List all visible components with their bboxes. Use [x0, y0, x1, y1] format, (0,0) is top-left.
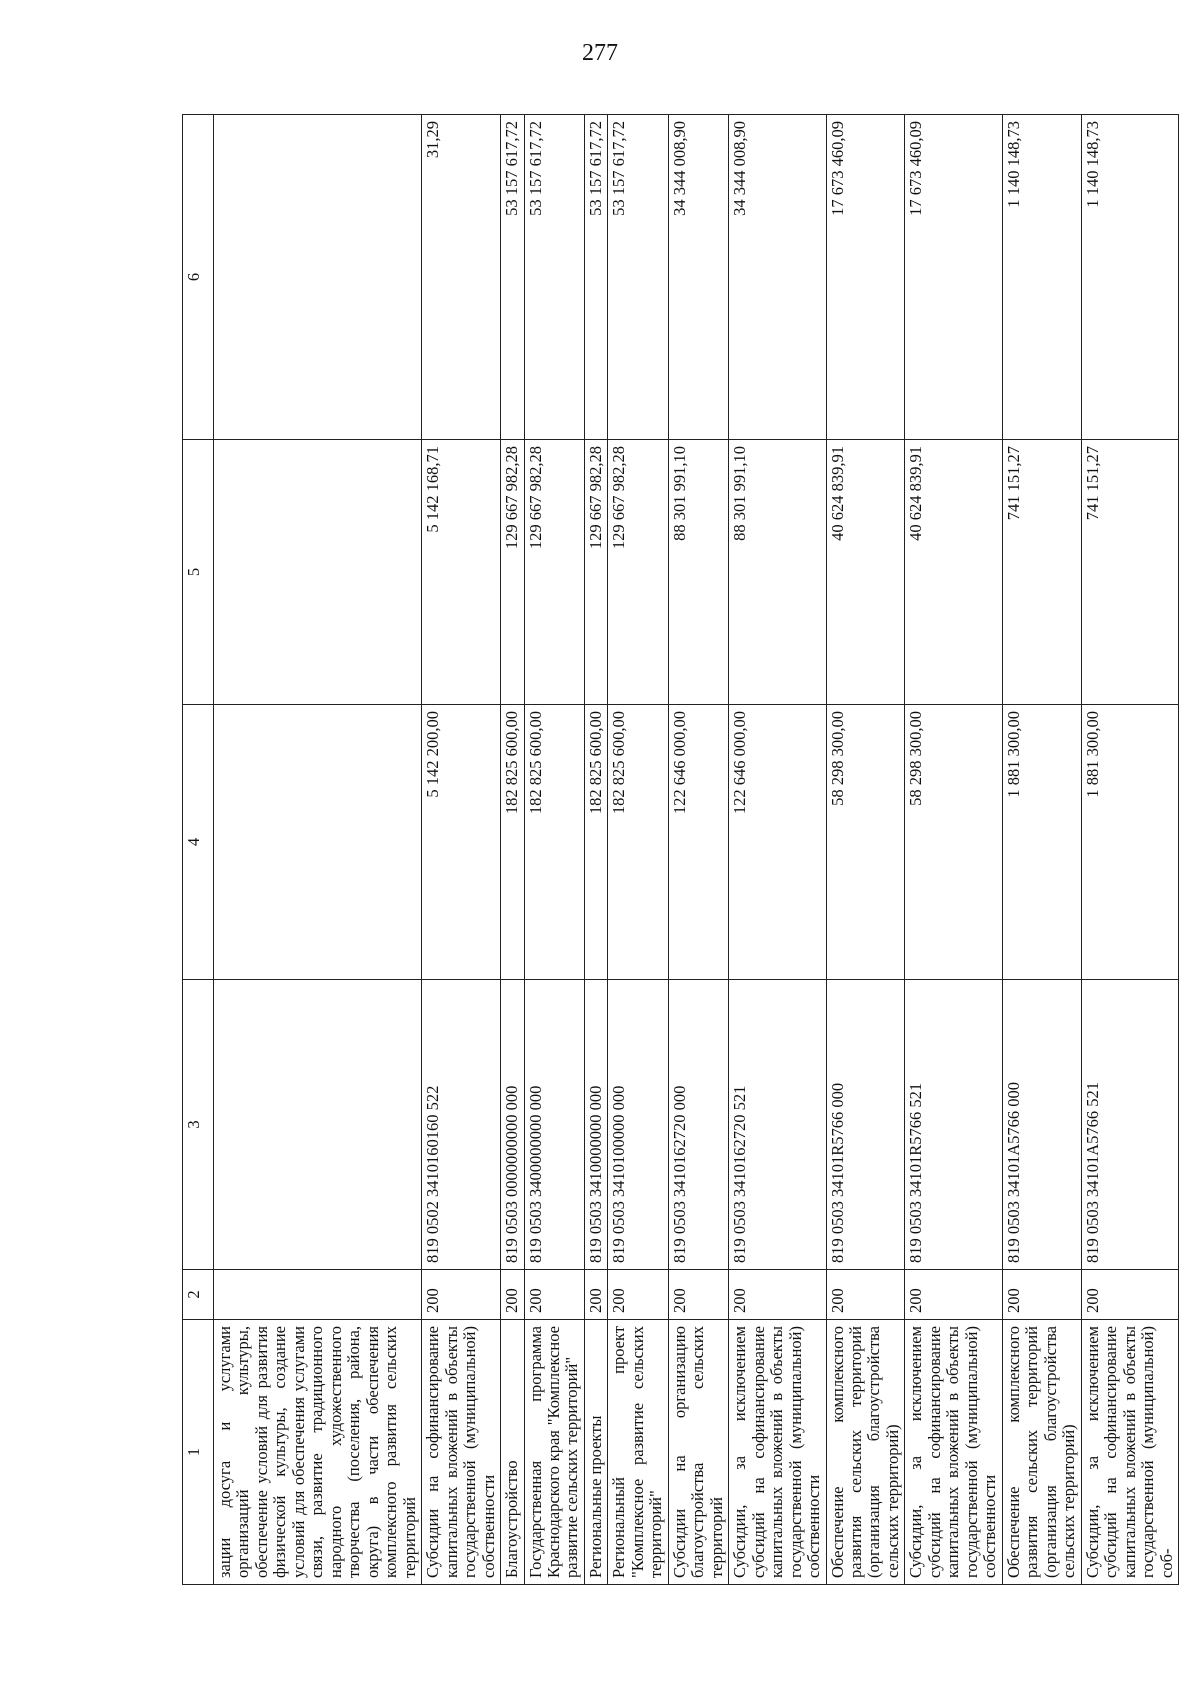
table-row — [826, 115, 905, 1585]
row-code-cell — [214, 980, 422, 1270]
row-remaining-cell: 53 157 617,72 — [608, 115, 668, 440]
row-approved-cell: 1 881 300,00 — [1002, 705, 1081, 980]
row-pos-cell: 200 — [905, 1270, 1002, 1320]
row-name-cell: Государственная программа Краснодарского края "Комплексное развитие сельских территорий" — [524, 1320, 584, 1585]
row-executed-cell — [214, 440, 422, 705]
row-code-cell: 819 0503 3410162720 521 — [729, 980, 826, 1270]
row-code-cell: 819 0502 3410160160 522 — [422, 980, 501, 1270]
table-row — [905, 115, 1002, 1585]
table-row — [729, 115, 826, 1585]
table-row — [1002, 115, 1081, 1585]
row-pos-cell — [214, 1270, 422, 1320]
rotated-table-wrapper — [182, 115, 1176, 1585]
table-body — [183, 115, 1179, 1585]
row-pos-cell: 200 — [524, 1270, 584, 1320]
table-row — [668, 115, 728, 1585]
row-remaining-cell: 17 673 460,09 — [826, 115, 905, 440]
header-cell: 2 — [183, 1270, 214, 1320]
table-row — [422, 115, 501, 1585]
row-approved-cell: 58 298 300,00 — [905, 705, 1002, 980]
row-approved-cell: 1 881 300,00 — [1081, 705, 1178, 980]
header-cell: 6 — [183, 115, 214, 440]
row-code-cell: 819 0503 34101A5766 000 — [1002, 980, 1081, 1270]
row-approved-cell — [214, 705, 422, 980]
row-code-cell: 819 0503 34101R5766 521 — [905, 980, 1002, 1270]
row-approved-cell: 122 646 000,00 — [729, 705, 826, 980]
budget-table — [182, 114, 1179, 1585]
row-remaining-cell: 53 157 617,72 — [584, 115, 607, 440]
row-executed-cell: 88 301 991,10 — [668, 440, 728, 705]
row-name-cell: Региональный проект "Комплексное развитие сельских территорий" — [608, 1320, 668, 1585]
row-name-cell: зации досуга и услугами организаций культуры, обеспечение условий для развития физической культуры, создание условий для обеспечения услугами связи, развитие традиционного народного художественного творчества (поселения, района, округа) в части обеспечения комплексного развития сельских территорий — [214, 1320, 422, 1585]
row-remaining-cell: 17 673 460,09 — [905, 115, 1002, 440]
row-approved-cell: 58 298 300,00 — [826, 705, 905, 980]
row-executed-cell: 741 151,27 — [1002, 440, 1081, 705]
row-executed-cell: 129 667 982,28 — [524, 440, 584, 705]
table-row — [524, 115, 584, 1585]
row-remaining-cell: 1 140 148,73 — [1002, 115, 1081, 440]
row-executed-cell: 40 624 839,91 — [826, 440, 905, 705]
row-executed-cell: 129 667 982,28 — [584, 440, 607, 705]
row-approved-cell: 182 825 600,00 — [524, 705, 584, 980]
row-code-cell: 819 0503 3410100000 000 — [608, 980, 668, 1270]
row-executed-cell: 88 301 991,10 — [729, 440, 826, 705]
row-remaining-cell: 53 157 617,72 — [524, 115, 584, 440]
row-executed-cell: 129 667 982,28 — [608, 440, 668, 705]
row-pos-cell: 200 — [608, 1270, 668, 1320]
row-name-cell: Субсидии на организацию благоустройства сельских территорий — [668, 1320, 728, 1585]
row-name-cell: Обеспечение комплексного развития сельских территорий (организация благоустройства сельских территорий) — [826, 1320, 905, 1585]
row-remaining-cell — [214, 115, 422, 440]
row-remaining-cell: 34 344 008,90 — [668, 115, 728, 440]
row-name-cell: Благоустройство — [501, 1320, 524, 1585]
header-cell: 3 — [183, 980, 214, 1270]
row-name-cell: Региональные проекты — [584, 1320, 607, 1585]
table-header-row — [183, 115, 214, 1585]
row-pos-cell: 200 — [501, 1270, 524, 1320]
page-number: 277 — [582, 40, 618, 66]
row-code-cell: 819 0503 34101R5766 000 — [826, 980, 905, 1270]
row-code-cell: 819 0503 0000000000 000 — [501, 980, 524, 1270]
row-remaining-cell: 1 140 148,73 — [1081, 115, 1178, 440]
row-executed-cell: 5 142 168,71 — [422, 440, 501, 705]
row-code-cell: 819 0503 3410162720 000 — [668, 980, 728, 1270]
row-code-cell: 819 0503 3400000000 000 — [524, 980, 584, 1270]
table-row — [501, 115, 524, 1585]
row-approved-cell: 182 825 600,00 — [584, 705, 607, 980]
header-cell: 5 — [183, 440, 214, 705]
table-row — [214, 115, 422, 1585]
table-row — [1081, 115, 1178, 1585]
row-executed-cell: 129 667 982,28 — [501, 440, 524, 705]
row-code-cell: 819 0503 3410000000 000 — [584, 980, 607, 1270]
table-row — [608, 115, 668, 1585]
row-executed-cell: 40 624 839,91 — [905, 440, 1002, 705]
row-pos-cell: 200 — [1081, 1270, 1178, 1320]
row-remaining-cell: 31,29 — [422, 115, 501, 440]
row-name-cell: Субсидии, за исключением субсидий на софинансирование капитальных вложений в объекты государственной (муниципальной) собственности — [729, 1320, 826, 1585]
row-name-cell: Обеспечение комплексного развития сельских территорий (организация благоустройства сельских территорий) — [1002, 1320, 1081, 1585]
header-cell: 4 — [183, 705, 214, 980]
table-row — [584, 115, 607, 1585]
row-approved-cell: 182 825 600,00 — [501, 705, 524, 980]
row-name-cell: Субсидии на софинансирование капитальных вложений в объекты государственной (муниципальной) собственности — [422, 1320, 501, 1585]
header-cell: 1 — [183, 1320, 214, 1585]
row-pos-cell: 200 — [584, 1270, 607, 1320]
row-executed-cell: 741 151,27 — [1081, 440, 1178, 705]
row-name-cell: Субсидии, за исключением субсидий на софинансирование капитальных вложений в объекты государственной (муниципальной) собственности — [905, 1320, 1002, 1585]
row-approved-cell: 122 646 000,00 — [668, 705, 728, 980]
row-pos-cell: 200 — [422, 1270, 501, 1320]
row-pos-cell: 200 — [729, 1270, 826, 1320]
row-pos-cell: 200 — [668, 1270, 728, 1320]
row-pos-cell: 200 — [826, 1270, 905, 1320]
row-name-cell: Субсидии, за исключением субсидий на софинансирование капитальных вложений в объекты государственной (муниципальной) соб- — [1081, 1320, 1178, 1585]
row-code-cell: 819 0503 34101A5766 521 — [1081, 980, 1178, 1270]
row-remaining-cell: 53 157 617,72 — [501, 115, 524, 440]
row-remaining-cell: 34 344 008,90 — [729, 115, 826, 440]
row-approved-cell: 182 825 600,00 — [608, 705, 668, 980]
row-pos-cell: 200 — [1002, 1270, 1081, 1320]
row-approved-cell: 5 142 200,00 — [422, 705, 501, 980]
